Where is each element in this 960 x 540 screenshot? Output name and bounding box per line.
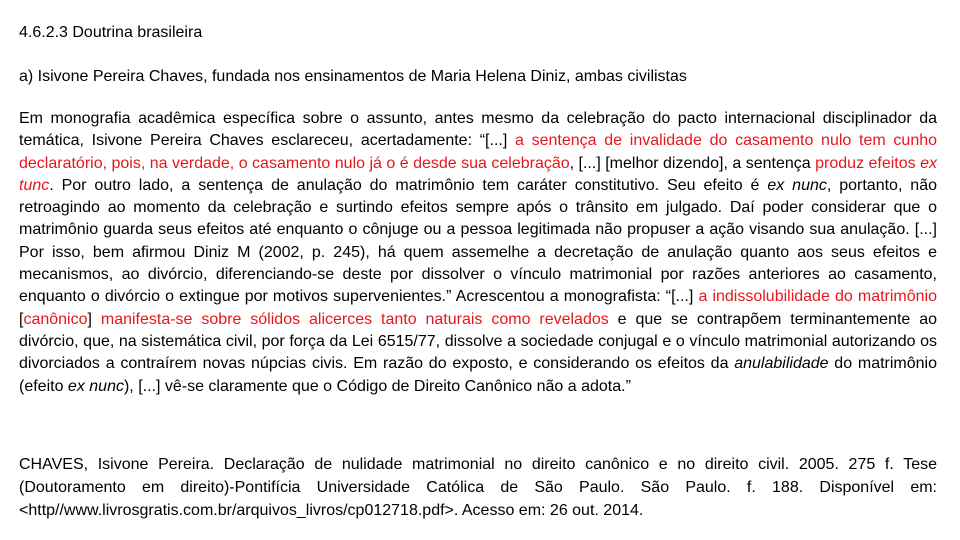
highlighted-text: a sentença de invalidade do casamento nulo tem cunho declaratório, pois, na verdade, o casamento nulo já o é desde sua celebração: [19, 132, 938, 172]
body-text: Em monografia acadêmica específica sobre o assunto, antes mesmo da celebração do pacto internacional disciplinador da temática, Isivone Pereira Chaves esclareceu, acertadamente: “[...]: [19, 110, 937, 150]
highlighted-text: manifesta-se sobre sólidos alicerces tanto naturais como revelados: [100, 310, 609, 328]
latin-term: ex nunc: [67, 377, 124, 395]
highlighted-text: a indissolubilidade do matrimônio: [698, 288, 938, 306]
highlighted-text: produz efeitos: [815, 154, 921, 172]
body-text: ]: [87, 310, 101, 328]
author-subheading: a) Isivone Pereira Chaves, fundada nos ensinamentos de Maria Helena Diniz, ambas civilistas: [19, 68, 687, 85]
highlighted-text: canônico: [23, 310, 88, 328]
body-text: e que se contrapõem terminantemente ao divórcio, que, na sistemática civil, por força da Lei 6515/77, dissolve a sociedade conjugal e o vínculo matrimonial autorizando os divorciados a contraírem novas núpcias civis. Em razão do exposto, e considerando os efeitos da: [19, 310, 938, 373]
bibliographic-reference: CHAVES, Isivone Pereira. Declaração de nulidade matrimonial no direito canônico e no direito civil. 2005. 275 f. Tese (Doutoramento em direito)-Pontifícia Universidade Católica de São Paulo. São Paulo. f. 188. Disponível em: <http//www.livrosgratis.com.br/arquivos_livros/cp012718.pdf>. Acesso em: 26 out. 2014.: [19, 456, 937, 519]
body-text: , portanto, não retroagindo ao momento da celebração e surtindo efeitos sempre após o trânsito em julgado. Daí poder considerar que o matrimônio guarda seus efeitos até enquanto o cônjuge ou a pessoa legitimada não propuser a ação visando sua anulação. [...] Por isso, bem afirmou Diniz M (2002, p. 245), há quem assemelhe a decretação de anulação quanto aos seus efeitos e mecanismos, ao divórcio, diferenciando-se deste por dissolver o vínculo matrimonial por razões anteriores ao casamento, enquanto o divórcio o extingue por motivos supervenientes.” Acrescentou a monografista: “[...]: [19, 176, 937, 306]
body-text: do matrimônio (efeito: [19, 355, 937, 395]
quote-paragraph: [19, 108, 937, 398]
section-heading: 4.6.2.3 Doutrina brasileira: [19, 24, 203, 41]
italic-term: anulabilidade: [734, 355, 829, 373]
highlighted-latin-term: ex tunc: [19, 154, 938, 194]
slide: [19, 0, 937, 540]
body-text: ), [...] vê-se claramente que o Código de Direito Canônico não a adota.”: [123, 377, 631, 395]
body-text: [: [19, 310, 24, 328]
body-text: . Por outro lado, a sentença de anulação do matrimônio tem caráter constitutivo. Seu efeito é: [49, 176, 768, 194]
latin-term: ex nunc: [767, 176, 827, 194]
body-text: , [...] [melhor dizendo], a sentença: [569, 154, 816, 172]
